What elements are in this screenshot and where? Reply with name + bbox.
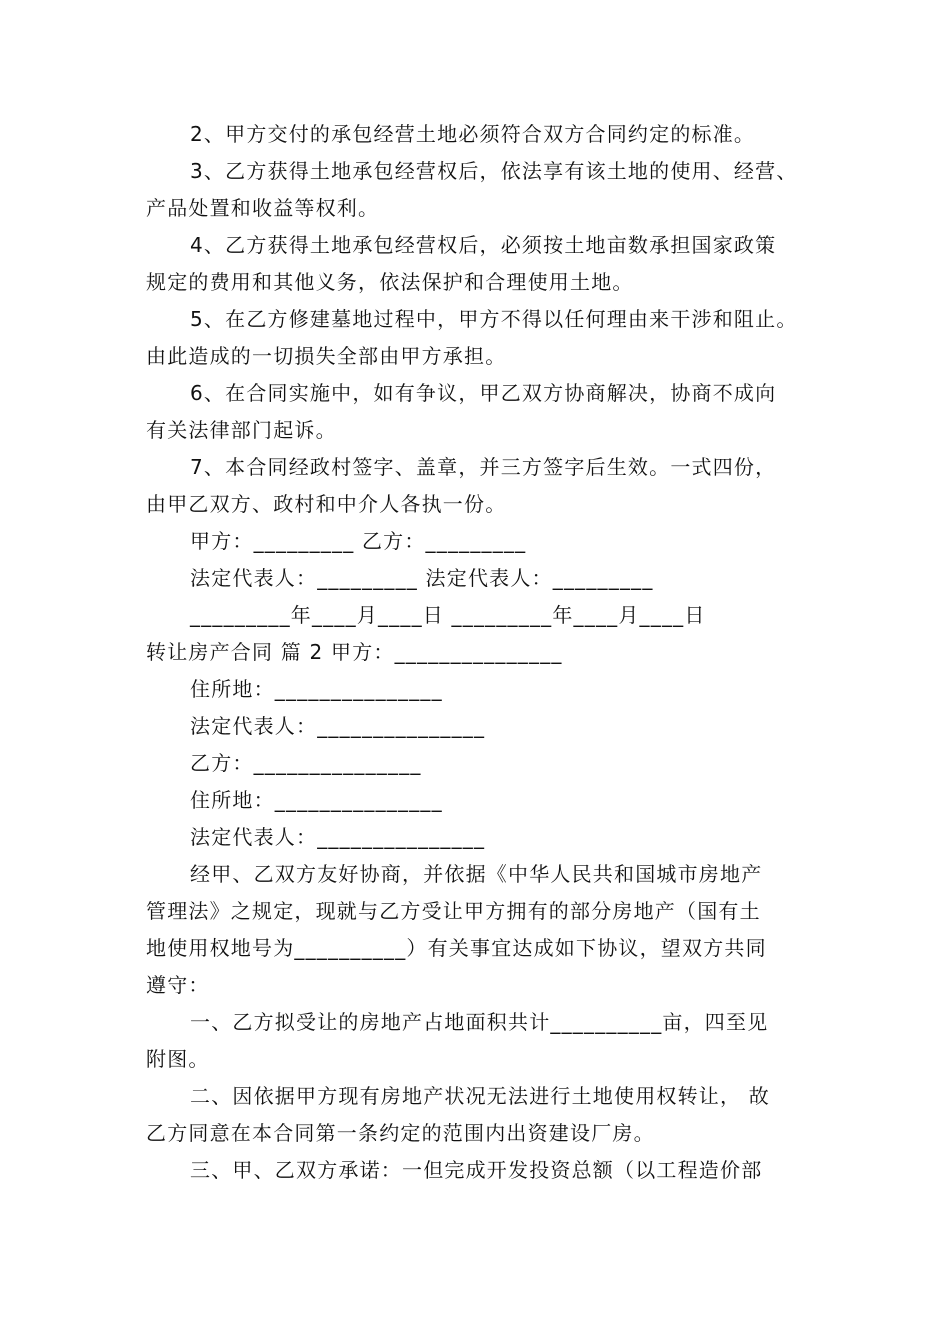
clause-7-cont: 由甲乙双方、政村和中介人各执一份。 bbox=[146, 492, 507, 516]
party-a-address: 住所地：_______________ bbox=[190, 677, 443, 701]
preamble-line-2: 管理法》之规定，现就与乙方受让甲方拥有的部分房地产（国有土 bbox=[146, 899, 761, 923]
clause-4-cont: 规定的费用和其他义务，依法保护和合理使用土地。 bbox=[146, 270, 634, 294]
article-3: 三、甲、乙双方承诺：一但完成开发投资总额（以工程造价部 bbox=[190, 1158, 763, 1182]
clause-3: 3、乙方获得土地承包经营权后，依法享有该土地的使用、经营、 bbox=[190, 159, 798, 183]
party-b: 乙方：_______________ bbox=[190, 751, 422, 775]
signature-representatives: 法定代表人：_________ 法定代表人：_________ bbox=[190, 566, 654, 590]
clause-6-cont: 有关法律部门起诉。 bbox=[146, 418, 337, 442]
party-a-representative: 法定代表人：_______________ bbox=[190, 714, 486, 738]
article-2-cont: 乙方同意在本合同第一条约定的范围内出资建设厂房。 bbox=[146, 1121, 655, 1145]
preamble-line-3: 地使用权地号为__________）有关事宜达成如下协议，望双方共同 bbox=[146, 936, 767, 960]
signature-dates: _________年____月____日 _________年____月____日 bbox=[190, 603, 706, 627]
clause-6: 6、在合同实施中，如有争议，甲乙双方协商解决，协商不成向 bbox=[190, 381, 777, 405]
clause-7: 7、本合同经政村签字、盖章，并三方签字后生效。一式四份， bbox=[190, 455, 777, 479]
article-1: 一、乙方拟受让的房地产占地面积共计__________亩，四至见 bbox=[190, 1010, 769, 1034]
party-b-representative: 法定代表人：_______________ bbox=[190, 825, 486, 849]
clause-5: 5、在乙方修建墓地过程中，甲方不得以任何理由来干涉和阻止。 bbox=[190, 307, 798, 331]
clause-5-cont: 由此造成的一切损失全部由甲方承担。 bbox=[146, 344, 507, 368]
preamble-line-4: 遵守： bbox=[146, 973, 210, 997]
clause-2: 2、甲方交付的承包经营土地必须符合双方合同约定的标准。 bbox=[190, 122, 756, 146]
clause-4: 4、乙方获得土地承包经营权后，必须按土地亩数承担国家政策 bbox=[190, 233, 777, 257]
article-2: 二、因依据甲方现有房地产状况无法进行土地使用权转让， 故 bbox=[190, 1084, 770, 1108]
party-b-address: 住所地：_______________ bbox=[190, 788, 443, 812]
clause-3-cont: 产品处置和收益等权利。 bbox=[146, 196, 380, 220]
contract-2-title: 转让房产合同 篇 2 甲方：_______________ bbox=[146, 640, 563, 664]
signature-parties: 甲方：_________ 乙方：_________ bbox=[190, 529, 527, 553]
preamble-line-1: 经甲、乙双方友好协商，并依据《中华人民共和国城市房地产 bbox=[190, 862, 763, 886]
article-1-cont: 附图。 bbox=[146, 1047, 210, 1071]
